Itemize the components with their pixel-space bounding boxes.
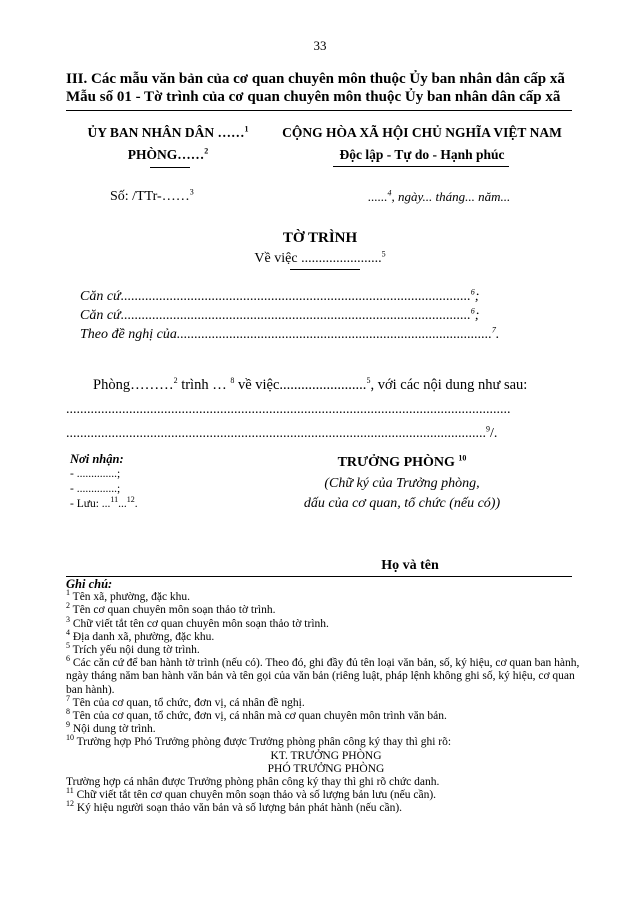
document-number: Số: /TTr-……$^3$ <box>110 187 194 204</box>
agency-line1: ỦY BAN NHÂN DÂN ……$^1$ <box>87 124 249 140</box>
subject-underline <box>290 269 360 270</box>
recipients-label: Nơi nhận: <box>70 452 124 466</box>
note-item: $^5$ Trích yếu nội dung tờ trình. <box>66 641 200 657</box>
document-title: TỜ TRÌNH <box>282 230 358 246</box>
body-line-3: ........................................................................................................................$^9$/. <box>66 426 498 441</box>
document-subject: Về việc .......................$^5$ <box>254 249 386 266</box>
notes <box>66 578 586 816</box>
note-item: $^7$ Tên của cơ quan, tổ chức, đơn vị, cá nhân đề nghị. <box>66 694 305 709</box>
recipients <box>70 452 138 512</box>
place-date: ......$^4$, ngày... tháng... năm... <box>368 188 511 204</box>
form-title: Mẫu số 01 - Tờ trình của cơ quan chuyên môn thuộc Ủy ban nhân dân cấp xã <box>66 89 561 105</box>
recipient-item: - ..............; <box>70 468 121 480</box>
note-item: $^{10}$ Trường hợp Phó Trưởng phòng được Trưởng phòng phân công ký thay thì ghi rõ: <box>66 733 452 749</box>
basis-line-3: Theo đề nghị của..........................................................................................$^7$. <box>80 327 500 342</box>
signature-note-1: (Chữ ký của Trưởng phòng, <box>324 476 480 491</box>
nation-underline <box>333 166 509 167</box>
note-item: $^{11}$ Chữ viết tắt tên cơ quan chuyên môn soạn thảo và số lượng bản lưu (nếu cần). <box>66 786 437 802</box>
signature-title: TRƯỞNG PHÒNG $^{10}$ <box>337 453 467 470</box>
note-item: $^{12}$ Ký hiệu người soạn thảo văn bản và số lượng bản phát hành (nếu cần). <box>66 799 403 815</box>
agency-underline <box>150 167 190 168</box>
body-line-2: ............................................................................................................................... <box>66 402 511 417</box>
section-title: III. Các mẫu văn bản của cơ quan chuyên môn thuộc Ủy ban nhân dân cấp xã <box>66 71 565 87</box>
notes-label: Ghi chú: <box>66 577 113 591</box>
basis-line-2: Căn cứ....................................................................................................$^6$; <box>80 308 480 323</box>
recipient-item: - ..............; <box>70 483 121 495</box>
note-item: $^8$ Tên của cơ quan, tổ chức, đơn vị, cá nhân mà cơ quan chuyên môn trình văn bản. <box>66 707 447 723</box>
note-item: $^4$ Địa danh xã, phường, đặc khu. <box>66 627 215 643</box>
title-rule <box>66 110 572 111</box>
note-after-kt: Trường hợp cá nhân được Trưởng phòng phân công ký thay thì ghi rõ chức danh. <box>66 776 440 789</box>
page-number: 33 <box>313 38 327 53</box>
basis-line-1: Căn cứ....................................................................................................$^6$; <box>80 289 480 304</box>
notes-rule <box>66 576 572 577</box>
nation-line2: Độc lập - Tự do - Hạnh phúc <box>339 147 505 162</box>
note-item: $^9$ Nội dung tờ trình. <box>66 720 156 736</box>
recipient-archive: - Lưu: ...$^{11}$...$^{12}$. <box>70 495 138 510</box>
kt-line-1: KT. TRƯỞNG PHÒNG <box>270 749 382 762</box>
nation-line1: CỘNG HÒA XÃ HỘI CHỦ NGHĨA VIỆT NAM <box>282 125 562 140</box>
signer-name: Họ và tên <box>381 558 439 573</box>
note-item: $^1$ Tên xã, phường, đặc khu. <box>66 588 191 604</box>
kt-line-2: PHÓ TRƯỞNG PHÒNG <box>267 762 385 775</box>
agency-line2: PHÒNG……$^2$ <box>127 146 209 162</box>
note-item: $^6$ Các căn cứ để ban hành tờ trình (nếu có). Theo đó, ghi đầy đủ tên loại văn bản, số, ký hiệu, cơ quan ban hành, ngày tháng năm ban hành văn bản và tên gọi của văn bản (riêng luật, pháp lệnh không ghi số, ký hiệu, cơ quan ban hành). <box>66 654 580 696</box>
signature-note-2: dấu của cơ quan, tổ chức (nếu có)) <box>303 496 501 511</box>
note-item: $^3$ Chữ viết tắt tên cơ quan chuyên môn soạn thảo tờ trình. <box>66 614 329 630</box>
note-item: $^2$ Tên cơ quan chuyên môn soạn thảo tờ trình. <box>66 601 276 617</box>
body-line-1: Phòng………$^2$ trình … $^8$ về việc........................$^5$, với các nội dung như sau: <box>93 376 528 393</box>
